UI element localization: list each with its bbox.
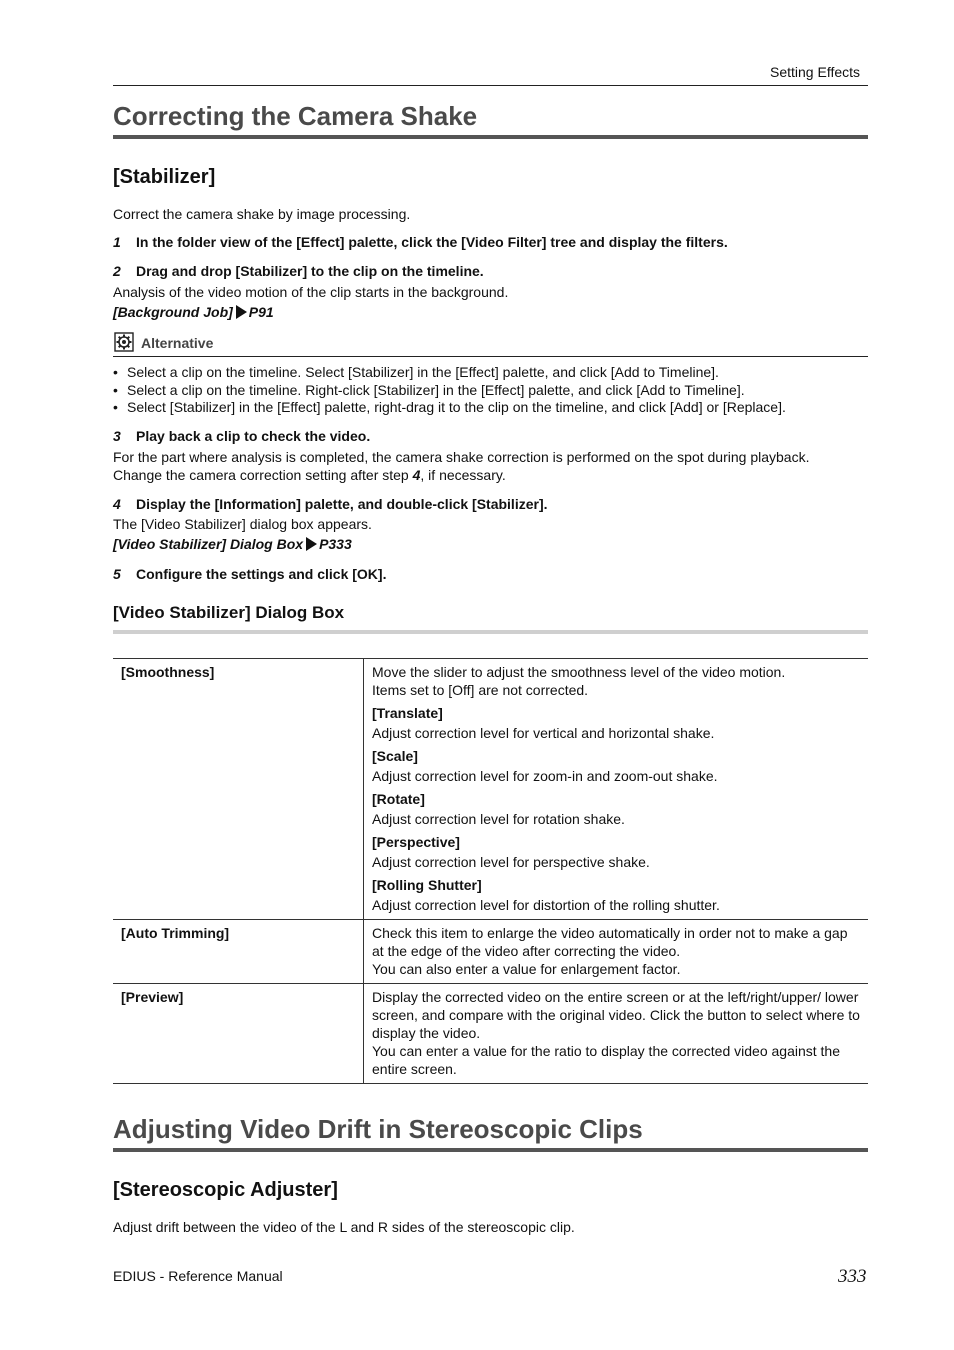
cross-reference-link[interactable] [113, 304, 274, 320]
step-number: 1 [113, 234, 121, 250]
setting-description: Display the corrected video on the entire screen or at the left/right/upper/ lower screen, and compare with the original video. Click the button to select where to display the video. You can enter a value for the ratio to display the corrected video against the entire screen. [372, 989, 860, 1077]
alternative-label: Alternative [141, 335, 214, 351]
step-text: Drag and drop [Stabilizer] to the clip on the timeline. [136, 263, 484, 279]
running-header: Setting Effects [770, 64, 861, 80]
step-1 [113, 234, 728, 250]
sub-setting-title: [Perspective] [372, 834, 460, 850]
header-rule [113, 85, 868, 86]
table-row [113, 984, 868, 1084]
subsection-title: [Stabilizer] [113, 166, 216, 188]
step-number: 2 [113, 263, 121, 279]
step-4-description: The [Video Stabilizer] dialog box appears. [113, 516, 372, 532]
intro-text: Adjust drift between the video of the L and R sides of the stereoscopic clip. [113, 1219, 575, 1235]
step-3-description: For the part where analysis is completed, the camera shake correction is performed on the spot during playback. [113, 449, 810, 465]
step-number: 5 [113, 566, 121, 582]
step-number: 4 [113, 496, 121, 512]
list-item: • Select a clip on the timeline. Select [Stabilizer] in the [Effect] palette, and click [Add to Timeline]. [113, 364, 719, 380]
subsection-title: [Stereoscopic Adjuster] [113, 1179, 338, 1201]
step-number: 3 [113, 428, 121, 444]
step-2 [113, 263, 484, 279]
alternative-rule [113, 356, 868, 357]
step-text: Display the [Information] palette, and double-click [Stabilizer]. [136, 496, 548, 512]
reference-page: P91 [248, 304, 274, 320]
sub-setting-title: [Rolling Shutter] [372, 877, 482, 893]
page-number: 333 [838, 1266, 867, 1287]
dialog-section-rule [113, 630, 868, 634]
section-title: Correcting the Camera Shake [113, 101, 478, 131]
setting-description: Move the slider to adjust the smoothness level of the video motion. Items set to [Off] are not corrected. [Translate] Adjust correction level for vertical and horizontal shake. [Scale] Adjust correction level for zoom-in and zoom-out shake. [Rotate] Adjust correction level for rotation shake. [Perspective] Adjust correction level for perspective shake. [Rolling Shutter] Adjust correction level for distortion of the rolling shutter. [364, 659, 869, 920]
step-2-description: Analysis of the video motion of the clip starts in the background. [113, 284, 509, 300]
section-title-rule [113, 135, 868, 139]
sub-setting-title: [Scale] [372, 748, 418, 764]
table-row [113, 659, 868, 920]
gear-icon [114, 332, 134, 352]
table-row [113, 920, 868, 984]
step-3-note: Change the camera correction setting after step 4, if necessary. [113, 467, 506, 483]
step-4 [113, 496, 548, 512]
dialog-section-title: [Video Stabilizer] Dialog Box [113, 603, 345, 622]
setting-name: [Smoothness] [113, 659, 364, 920]
step-text: Play back a clip to check the video. [136, 428, 371, 444]
list-item: • Select a clip on the timeline. Right-click [Stabilizer] in the [Effect] palette, and click [Add to Timeline]. [113, 382, 745, 398]
step-5 [113, 566, 386, 582]
section-title: Adjusting Video Drift in Stereoscopic Clips [113, 1114, 643, 1144]
section-title-rule [113, 1148, 868, 1152]
intro-text: Correct the camera shake by image processing. [113, 206, 411, 222]
step-text: Configure the settings and click [OK]. [136, 566, 387, 582]
setting-name: [Auto Trimming] [113, 920, 364, 984]
settings-table [113, 658, 868, 1084]
step-text: In the folder view of the [Effect] palette, click the [Video Filter] tree and display the filters. [136, 234, 728, 250]
setting-name: [Preview] [113, 984, 364, 1084]
cross-reference-link[interactable] [113, 536, 352, 552]
arrow-right-icon [306, 537, 317, 551]
reference-page: P333 [319, 536, 352, 552]
setting-description: Check this item to enlarge the video automatically in order not to make a gap at the edge of the video after correcting the video. You can also enter a value for enlargement factor. [372, 925, 848, 977]
list-item: • Select [Stabilizer] in the [Effect] palette, right-drag it to the clip on the timeline, and click [Add] or [Replace]. [113, 399, 786, 415]
step-3 [113, 428, 370, 444]
manual-title: EDIUS - Reference Manual [113, 1268, 283, 1284]
arrow-right-icon [236, 305, 247, 319]
reference-label: [Background Job] [113, 304, 233, 320]
sub-setting-title: [Translate] [372, 705, 443, 721]
sub-setting-title: [Rotate] [372, 791, 425, 807]
reference-label: [Video Stabilizer] Dialog Box [113, 536, 304, 552]
